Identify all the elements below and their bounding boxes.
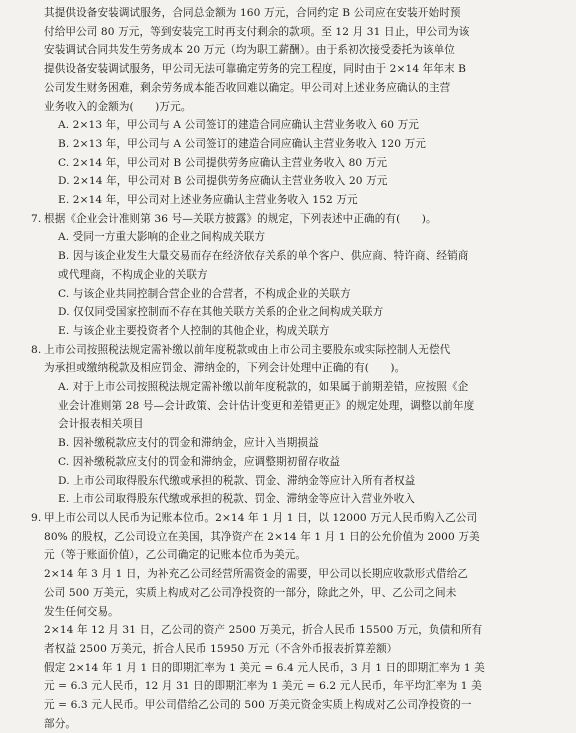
q6-options [44, 116, 562, 210]
text-line: 其提供设备安装调试服务，合同总金额为 160 万元，合同约定 B 公司应在安装开始时预 [44, 7, 461, 19]
question-stem [31, 210, 562, 229]
question-text: 2×14 年 12 月 31 日，乙公司的资产 2500 万美元，折合人民币 15500 万元，负债和所有 [44, 624, 483, 637]
text-line: 提供设备安装调试服务，甲公司无法可靠确定劳务的完工程度，同时由于 2×14 年年末 B [44, 63, 467, 76]
question-text: 根据《企业会计准则第 36 号—关联方披露》的规定，下列表述中正确的有( )。 [44, 212, 437, 225]
option-b: B. 因补缴税款应支付的罚金和滞纳金，应计入当期损益 [58, 437, 319, 450]
question-text: 元 = 6.3 元人民币，12 月 31 日的即期汇率为 1 美元 = 6.2 元人民币，年平均汇率为 1 美 [44, 680, 482, 693]
question-text: 者权益 2500 万美元，折合人民币 15950 万元（不含外币报表折算差额） [44, 642, 398, 655]
question-text: 80% 的股权，乙公司设立在美国，其净资产在 2×14 年 1 月 1 日的公允价值为 2000 万美 [44, 530, 480, 543]
question-text: 发生任何交易。 [44, 605, 119, 618]
question-text: 为承担或缴纳税款及相应罚金、滞纳金的，下列会计处理中正确的有( )。 [44, 362, 406, 375]
option-d: D. 仅仅同受国家控制而不存在其他关联方关系的企业之间构成关联方 [58, 306, 384, 319]
question-text: 部分。 [44, 717, 77, 730]
question-text: 甲上市公司以人民币为记账本位币。2×14 年 1 月 1 日，以 12000 万元人民币购入乙公司 [44, 511, 478, 524]
option-d: D. 2×14 年，甲公司对 B 公司提供劳务应确认主营业务收入 20 万元 [58, 175, 388, 188]
question-text: 上市公司按照税法规定需补缴以前年度税款或由上市公司主要股东或实际控制人无偿代 [44, 343, 451, 356]
question-text: 元 = 6.3 元人民币。甲公司借给乙公司的 500 万美元资金实质上构成对乙公司净投资的一 [44, 699, 472, 712]
text-line: 公司发生财务困难，剩余劳务成本能否收回难以确定。甲公司对上述业务应确认的主营 [44, 81, 451, 94]
option-e: E. 与该企业主要投资者个人控制的其他企业，构成关联方 [58, 324, 330, 337]
question-number: 8. [31, 343, 42, 356]
option-e: E. 2×14 年，甲公司对上述业务应确认主营业务收入 152 万元 [58, 194, 358, 207]
question-text: 假定 2×14 年 1 月 1 日的即期汇率为 1 美元 = 6.4 元人民币，3 月 1 日的即期汇率为 1 美 [44, 661, 485, 674]
question-number: 7. [31, 212, 42, 225]
option-b: B. 因与该企业发生大量交易而存在经济依存关系的单个客户、供应商、特许商、经销商 [58, 250, 469, 263]
option-c: C. 因补缴税款应支付的罚金和滞纳金，应调整期初留存收益 [58, 455, 341, 468]
question-number: 9. [31, 511, 42, 524]
question-stem [31, 341, 562, 360]
question-7 [31, 210, 562, 341]
question-9 [31, 509, 562, 733]
option-c: C. 2×14 年，甲公司对 B 公司提供劳务应确认主营业务收入 80 万元 [58, 156, 388, 169]
option-a-continuation: 会计报表相关项目 [58, 418, 144, 431]
text-line: 付给甲公司 80 万元，等到安装完工时再支付剩余的款项。至 12 月 31 日止，甲公司为该 [44, 25, 470, 38]
question-text: 公司 500 万美元，实质上构成对乙公司净投资的一部分，除此之外，甲、乙公司之间未 [44, 586, 457, 599]
text-line: 业务收入的金额为( )万元。 [44, 100, 192, 113]
q6-stem-continuation [44, 4, 562, 116]
question-text: 2×14 年 3 月 1 日，为补充乙公司经营所需资金的需要，甲公司以长期应收款形式借给乙 [44, 568, 469, 581]
option-b: B. 2×13 年，甲公司与 A 公司签订的建造合同应确认主营业务收入 120 万元 [58, 137, 426, 150]
question-stem [31, 509, 562, 528]
option-a: A. 受同一方重大影响的企业之间构成关联方 [58, 231, 266, 244]
question-text: 元（等于账面价值），乙公司确定的记账本位币为美元。 [44, 549, 307, 562]
option-b-continuation: 或代理商，不构成企业的关联方 [58, 268, 208, 281]
text-line: 安装调试合同共发生劳务成本 20 万元（均为职工薪酬）。由于系初次接受委托为该单位 [44, 44, 455, 57]
option-e: E. 上市公司取得股东代缴或承担的税款、罚金、滞纳金等应计入营业外收入 [58, 493, 415, 506]
option-c: C. 与该企业共同控制合营企业的合营者，不构成企业的关联方 [58, 287, 351, 300]
option-d: D. 上市公司取得股东代缴或承担的税款、罚金、滞纳金等应计入所有者权益 [58, 474, 416, 487]
option-a: A. 2×13 年，甲公司与 A 公司签订的建造合同应确认主营业务收入 60 万元 [58, 119, 419, 132]
option-a: A. 对于上市公司按照税法规定需补缴以前年度税款的，如果属于前期差错，应按照《企 [58, 381, 469, 394]
option-a-continuation: 业会计准则第 28 号—会计政策、会计估计变更和差错更正》的规定处理，调整以前年度 [58, 399, 475, 412]
question-8 [31, 341, 562, 509]
